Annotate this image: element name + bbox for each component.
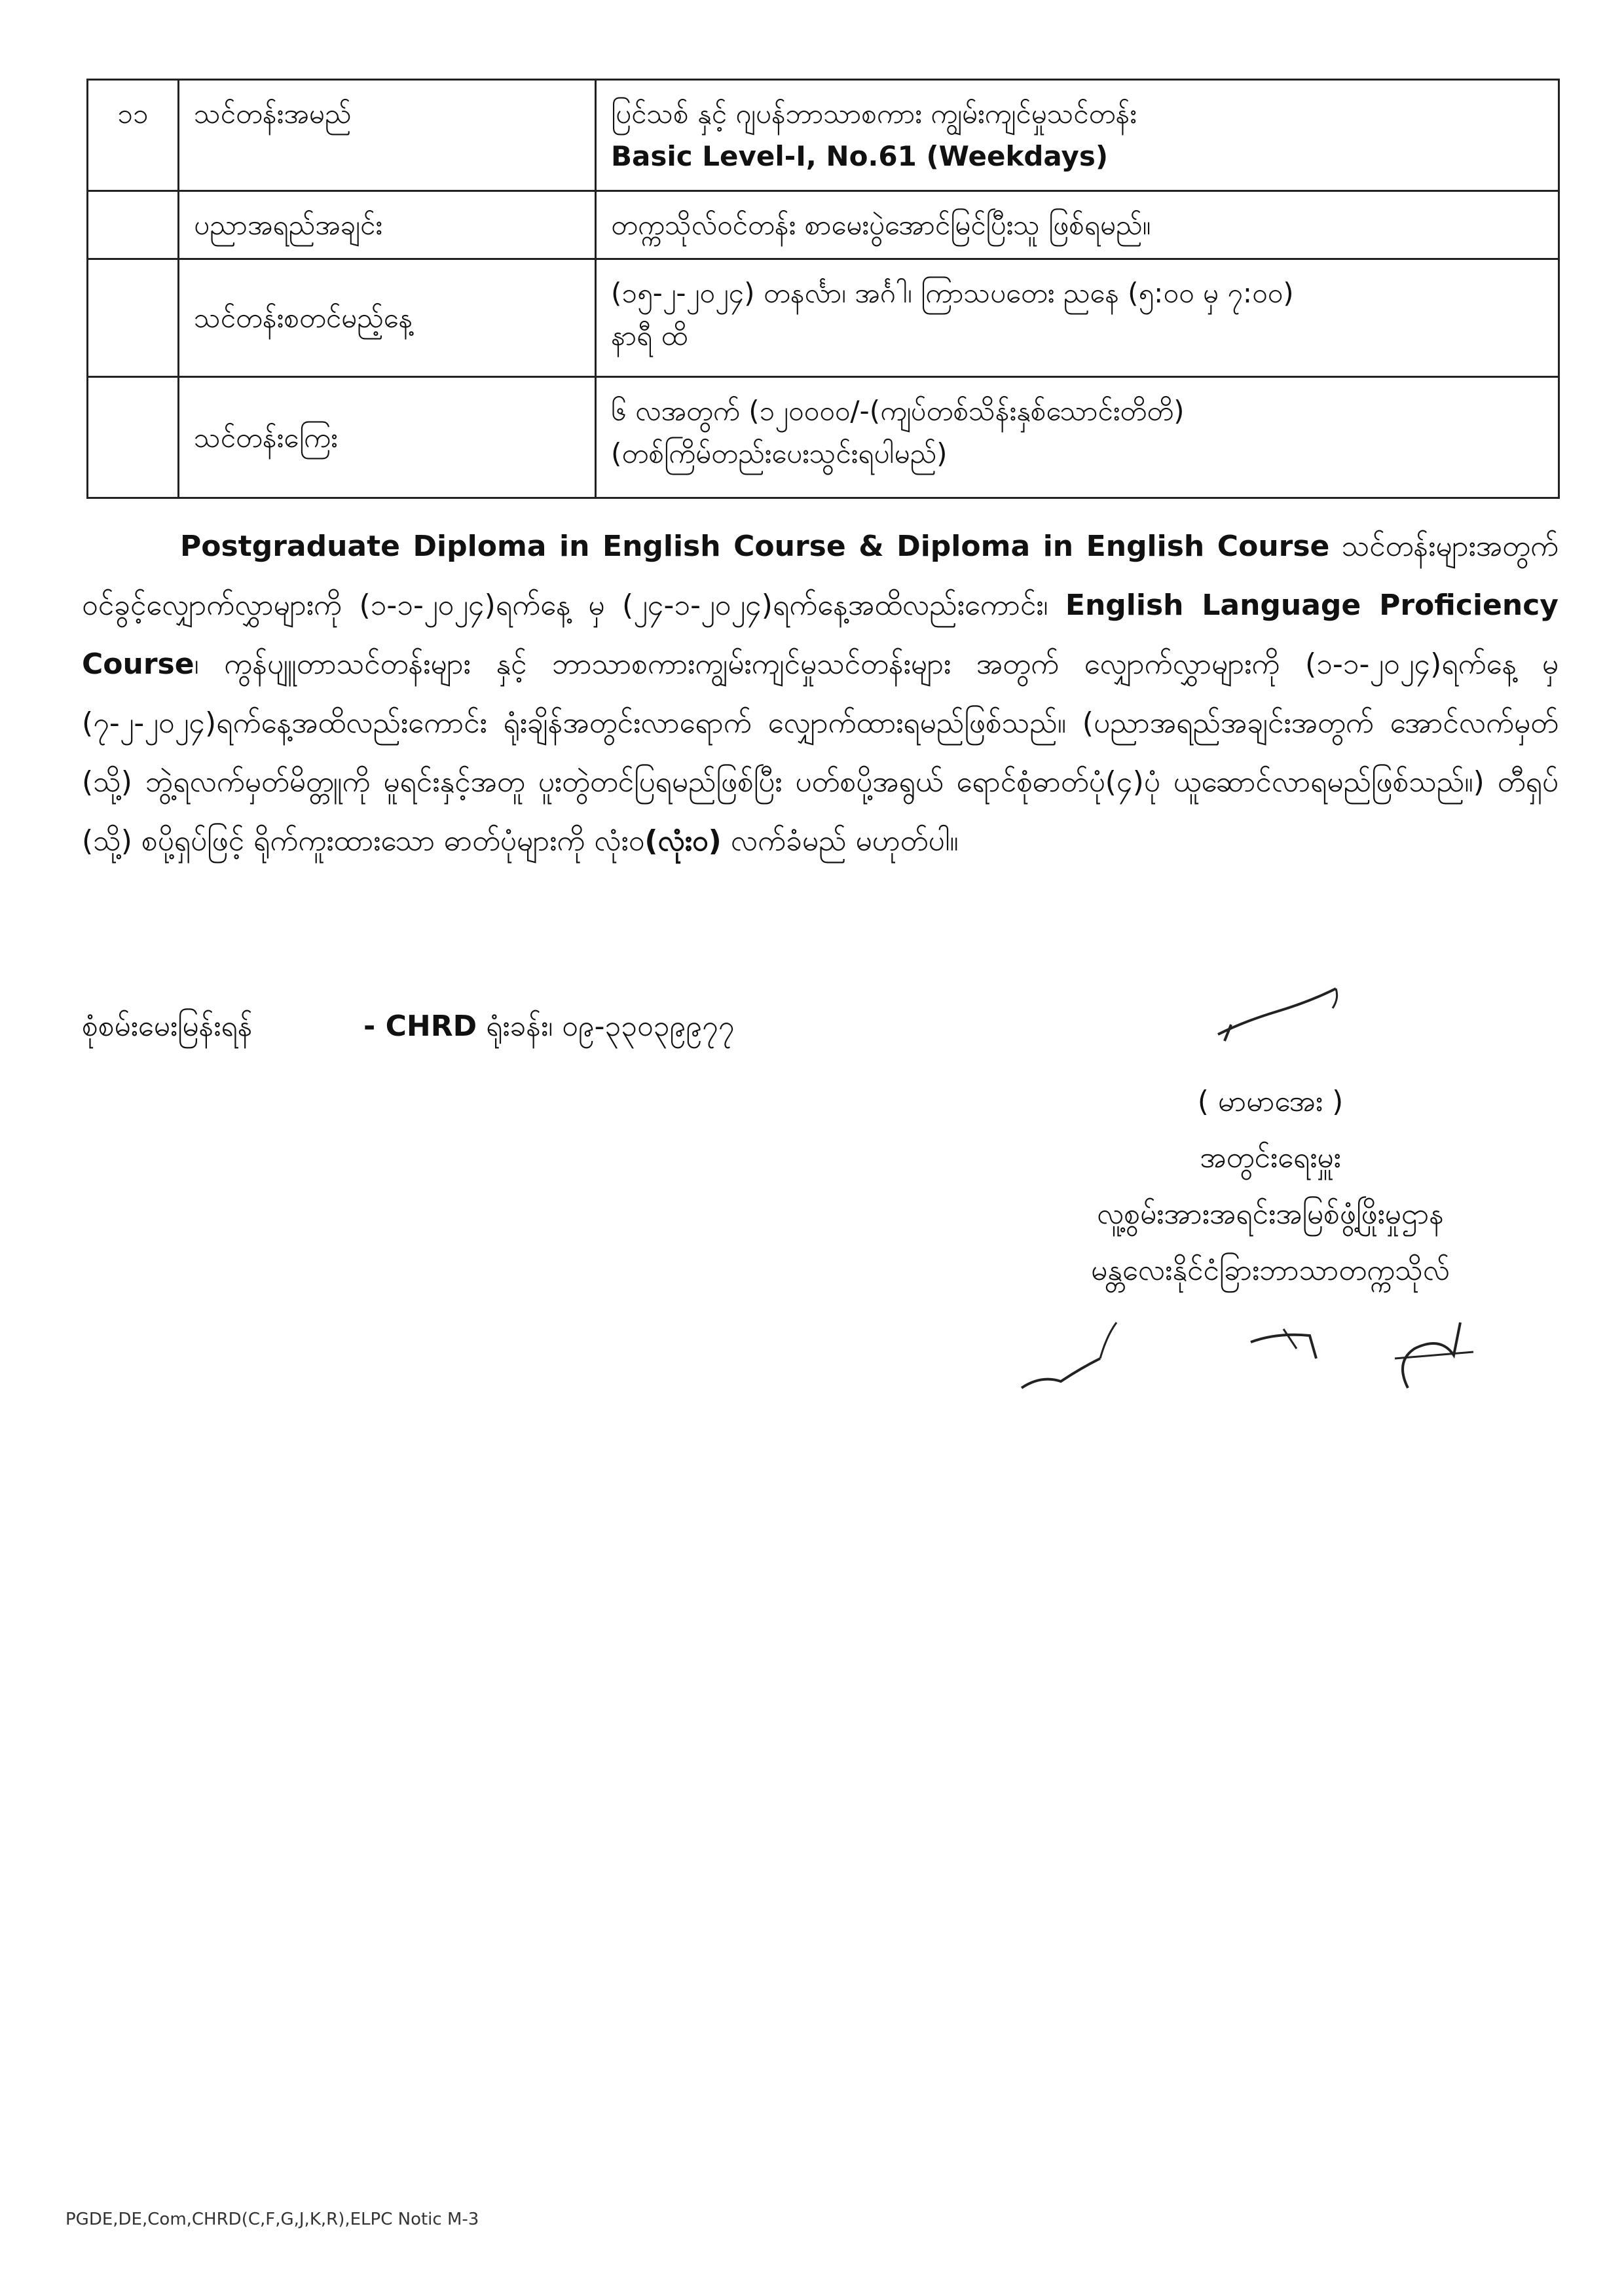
signatory-name: ( မာမာအေး ): [1197, 1085, 1344, 1118]
table-row: [88, 259, 1559, 377]
notice-course-names: Postgraduate Diploma in English Course & Diploma in English Course: [180, 530, 1330, 563]
footer-reference: PGDE,DE,Com,CHRD(C,F,G,J,K,R),ELPC Notic M-3: [65, 2210, 479, 2229]
fee-label: သင်တန်းကြေး: [179, 377, 596, 498]
notice-emphasis: (လုံးဝ): [644, 824, 722, 858]
fee-value: [596, 377, 1559, 498]
course-table: [86, 79, 1560, 499]
notice-text-1: သင်တန်းများအတွက် ဝင်ခွင့်လျှောက်လွှာများကို (၁-၁-၂၀၂၄)ရက်နေ့ မှ (၂၄-၁-၂၀၂၄)ရက်နေ့အထိလည်းကောင်း၊: [82, 530, 1559, 622]
signatory-title: အတွင်းရေးမှူး: [1200, 1141, 1341, 1175]
contact-org: - CHRD: [363, 1010, 477, 1043]
start-date-line2: နာရီ ထိ: [611, 319, 688, 352]
row-number-empty: [88, 191, 179, 259]
signatory-department: လူ့စွမ်းအားအရင်းအမြစ်ဖွံ့ဖြိုးမှုဌာန: [1096, 1197, 1445, 1231]
notice-elpc-name: English Language Proficiency Course: [82, 589, 1559, 681]
start-date-label: သင်တန်းစတင်မည့်နေ့: [179, 259, 596, 377]
signature-block: [982, 1074, 1559, 1299]
table-row: [88, 377, 1559, 498]
table-row: [88, 191, 1559, 259]
course-name-line1: ပြင်သစ် နှင့် ဂျပန်ဘာသာစကား ကျွမ်းကျင်မှုသင်တန်း: [611, 98, 1137, 130]
row-number-empty: [88, 259, 179, 377]
start-date-value: [596, 259, 1559, 377]
fee-line2: (တစ်ကြိမ်တည်းပေးသွင်းရပါမည်): [611, 437, 948, 470]
contact-line: [82, 1008, 933, 1050]
contact-label: စုံစမ်းမေးမြန်းရန်: [82, 1010, 253, 1043]
course-name-label: သင်တန်းအမည်: [179, 80, 596, 191]
notice-text-2: ၊ ကွန်ပျူတာသင်တန်းများ နှင့် ဘာသာစကားကျွမ်းကျင်မှုသင်တန်းများ အတွက် လျှောက်လွှာများကို (၁-၁-၂၀၂၄)ရက်နေ့ မှ (၇-၂-၂၀၂၄)ရက်နေ့အထိလည်းကောင်း ရုံးချိန်အတွင်းလာရောက် လျှောက်ထားရမည်ဖြစ်သည်။ (ပညာအရည်အချင်းအတွက် အောင်လက်မှတ် (သို့) ဘွဲ့ရလက်မှတ်မိတ္တူကို မူရင်းနှင့်အတူ ပူးတွဲတင်ပြရမည်ဖြစ်ပြီး ပတ်စပို့အရွယ် ရောင်စုံဓာတ်ပုံ(၄)ပုံ ယူဆောင်လာရမည်ဖြစ်သည်။) တီရှပ် (သို့) စပို့ရှပ်ဖြင့် ရိုက်ကူးထားသော ဓာတ်ပုံများကို လုံးဝ: [82, 647, 1559, 858]
qualification-label: ပညာအရည်အချင်း: [179, 191, 596, 259]
course-level-line: Basic Level-I, No.61 (Weekdays): [611, 140, 1109, 173]
row-number-empty: [88, 377, 179, 498]
signature-flourish: [1205, 975, 1362, 1054]
table-row: [88, 80, 1559, 191]
signatory-university: မန္တလေးနိုင်ငံခြားဘာသာတက္ကသိုလ်: [1091, 1254, 1450, 1287]
qualification-value: တက္ကသိုလ်ဝင်တန်း စာမေးပွဲအောင်မြင်ပြီးသူ ဖြစ်ရမည်။: [596, 191, 1559, 259]
fee-line1: ၆ လအတွက် (၁၂၀၀၀၀/-(ကျပ်တစ်သိန်းနှစ်သောင်းတိတိ): [611, 395, 1185, 428]
row-number: ၁၁: [88, 80, 179, 191]
notice-text-3: လက်ခံမည် မဟုတ်ပါ။: [721, 824, 959, 858]
contact-phone: ရုံးခန်း၊ ၀၉-၃၃၀၃၉၉၇၇: [477, 1010, 735, 1043]
notice-paragraph: [82, 517, 1559, 871]
initials-signature: [1002, 1296, 1500, 1414]
course-name-value: [596, 80, 1559, 191]
start-date-line1: (၁၅-၂-၂၀၂၄) တနင်္လာ၊ အင်္ဂါ၊ ကြာသပတေး ညနေ (၅:၀၀ မှ ၇:၀၀): [611, 277, 1294, 310]
